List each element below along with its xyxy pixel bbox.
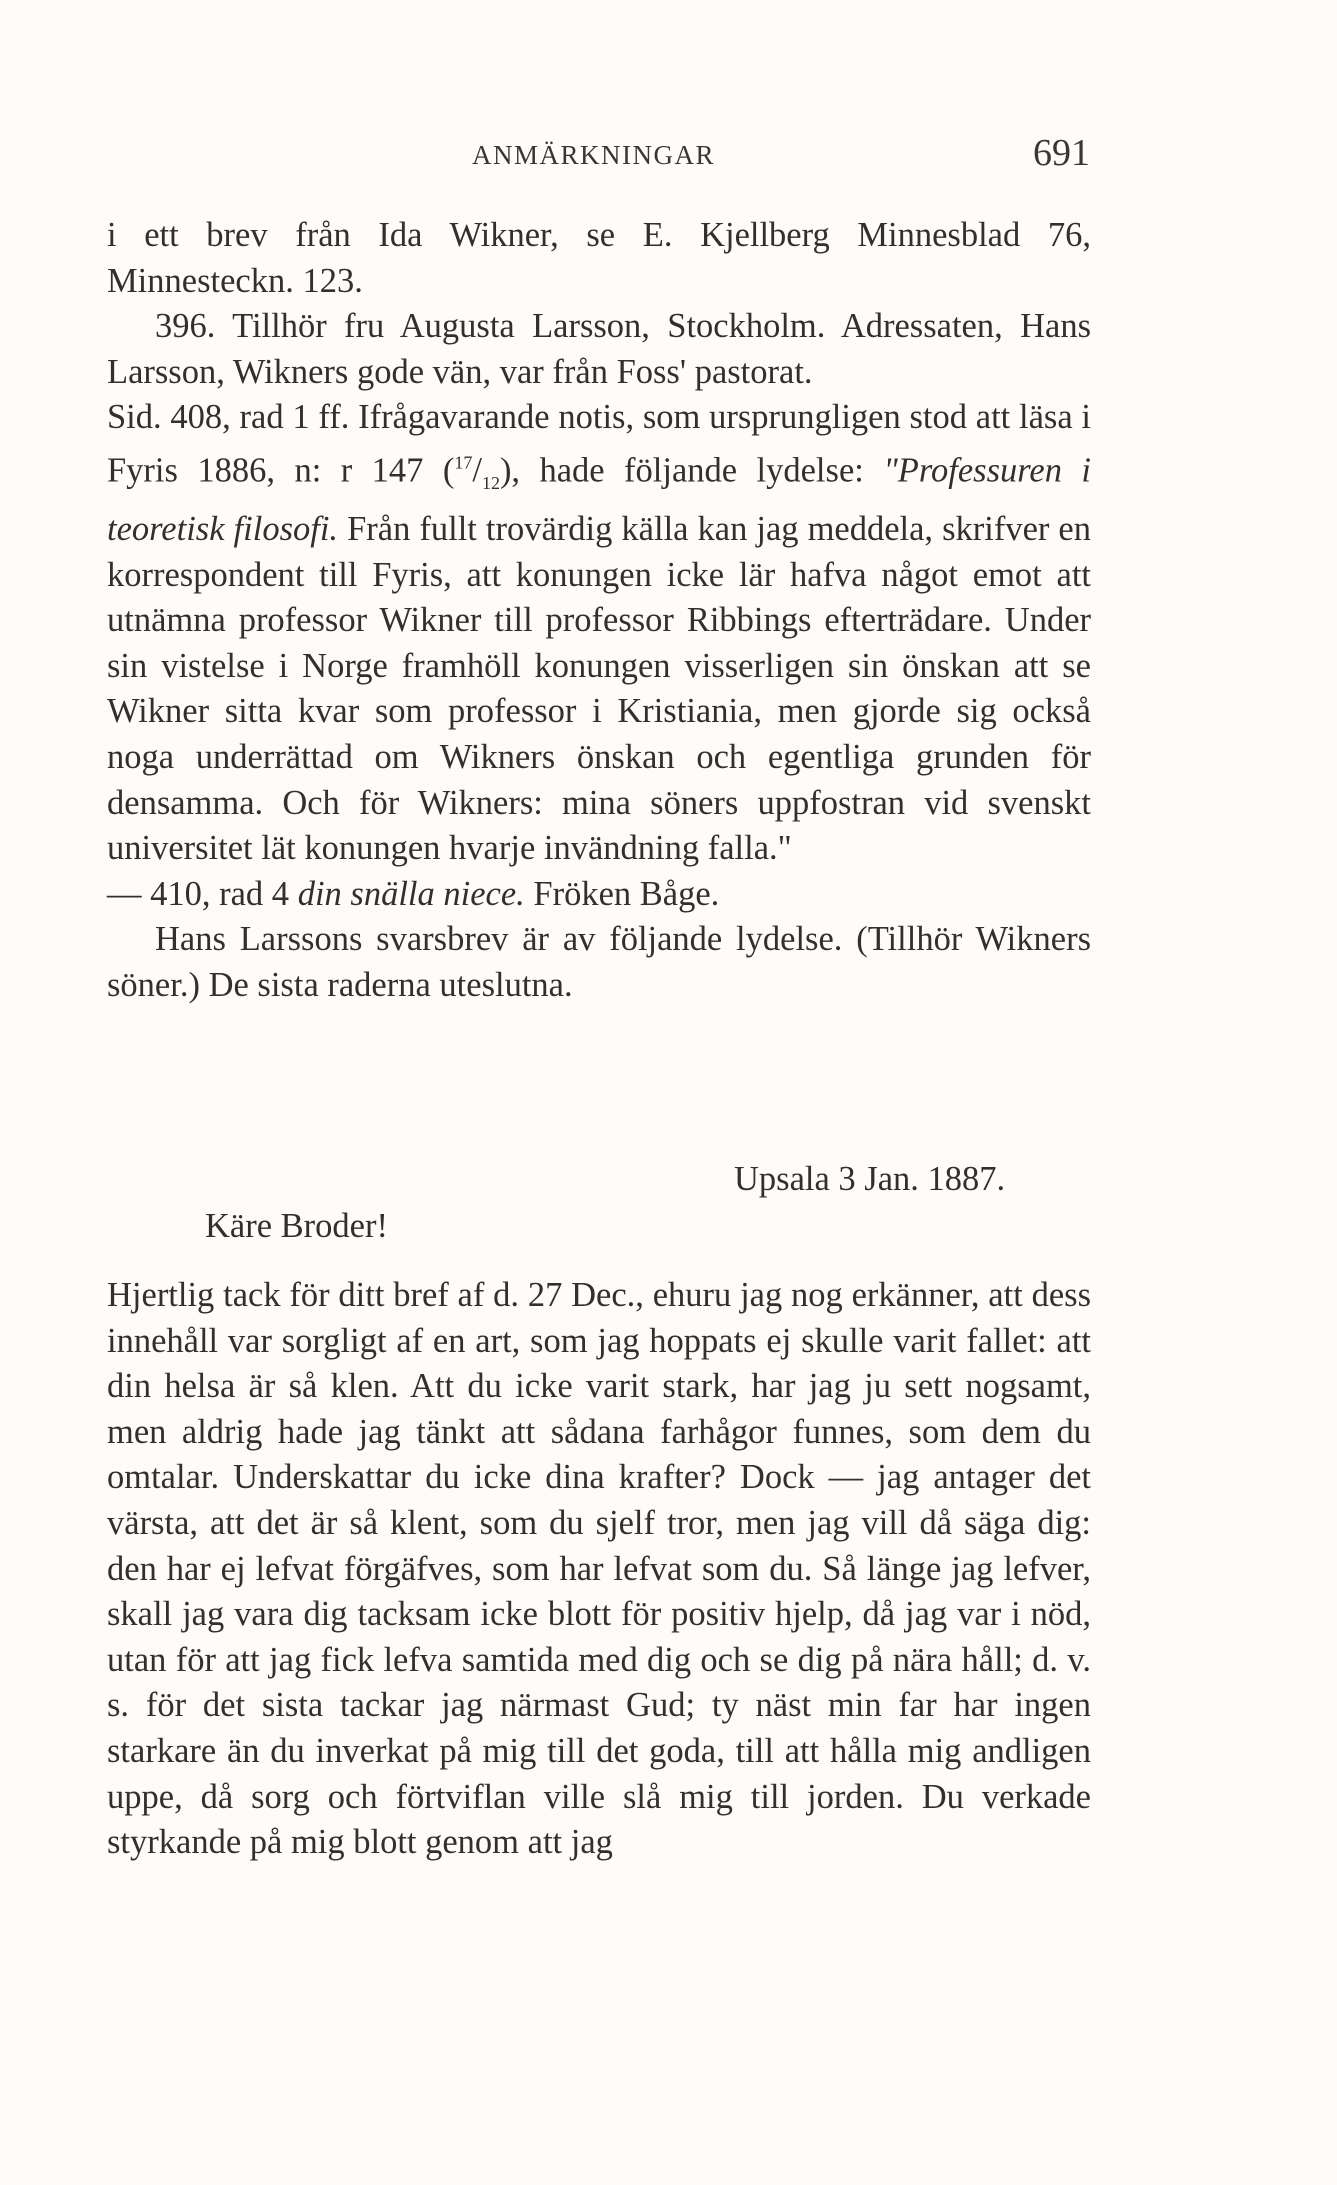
note-lead: — 410, rad 4 — [107, 874, 298, 913]
note-paragraph — [107, 872, 1091, 918]
notes-section — [107, 213, 1091, 1008]
note-paragraph: Hans Larssons svarsbrev är av följande lydelse. (Tillhör Wikners söner.) De sista raderna uteslutna. — [107, 920, 1091, 1004]
note-paragraph — [107, 395, 1091, 871]
letter-date-line: Upsala 3 Jan. 1887. — [734, 1160, 1006, 1198]
letter-body — [107, 1273, 1091, 1866]
note-paragraph: 396. Tillhör fru Augusta Larsson, Stockholm. Adressaten, Hans Larsson, Wikners gode vän, var från Foss' pastorat. — [107, 307, 1091, 391]
note-italic-phrase: din snälla niece. — [297, 874, 525, 913]
note-lead-continued: ), hade följande lydelse: — [499, 451, 864, 490]
letter-salutation: Käre Broder! — [205, 1207, 388, 1245]
date-fraction: $^{17}/_{12}$ — [454, 451, 500, 494]
quote-heading: "Professuren i teoretisk filosofi. — [107, 451, 1092, 548]
quote-body: Från fullt trovärdig källa kan jag meddela, skrifver en korrespondent till Fyris, att konungen icke lär hafva något emot att utnämna professor Wikner till professor Ribbings efterträdare. Under sin vistelse i Norge framhöll konungen visserligen sin önskan att se Wikner sitta kvar som professor i Kristiania, men gjorde sig också noga underrättad om Wikners önskan och egentliga grunden för densamma. Och för Wikners: mina söners uppfostran vid svenskt universitet lät konungen hvarje invändning falla." — [107, 509, 1091, 868]
running-head: ANMÄRKNINGAR — [472, 140, 716, 170]
fraction-numerator: 17 — [454, 452, 473, 473]
note-paragraph: i ett brev från Ida Wikner, se E. Kjellberg Minnesblad 76, Minnesteckn. 123. — [107, 216, 1091, 300]
fraction-denominator: 12 — [481, 473, 500, 494]
page-number: 691 — [1033, 132, 1090, 174]
letter-paragraph: Hjertlig tack för ditt bref af d. 27 Dec., ehuru jag nog erkänner, att dess innehåll var sorgligt af en art, som jag hoppats ej skulle varit fallet: att din helsa är så klen. Att du icke varit stark, har jag ju sett nogsamt, men aldrig hade jag tänkt att sådana farhågor funnes, som dem du omtalar. Underskattar du icke dina krafter? Dock — jag antager det värsta, att det är så klent, som du sjelf tror, men jag vill då säga dig: den har ej lefvat förgäfves, som har lefvat som du. Så länge jag lefver, skall jag vara dig tacksam icke blott för positiv hjelp, då jag var i nöd, utan för att jag fick lefva samtida med dig och se dig på nära håll; d. v. s. för det sista tackar jag närmast Gud; ty näst min far har ingen starkare än du inverkat på mig till det goda, till att hålla mig andligen uppe, då sorg och förtviflan ville slå mig till jorden. Du verkade styrkande på mig blott genom att jag — [107, 1276, 1091, 1862]
note-rest: Fröken Båge. — [524, 874, 720, 913]
note-lead: Sid. 408, rad 1 ff. Ifrågavarande notis, som ursprungligen stod att läsa i Fyris 1886, n: r 147 ( — [107, 398, 1091, 490]
